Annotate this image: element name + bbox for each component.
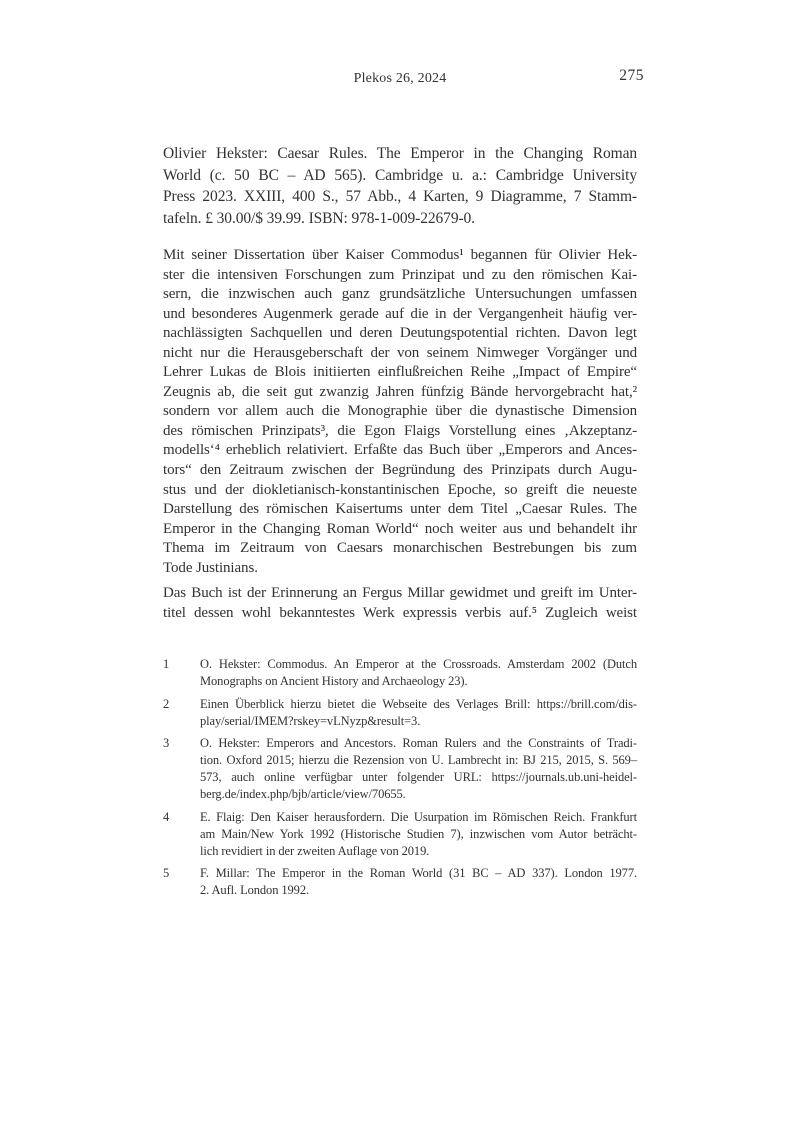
footnotes-block: [163, 656, 637, 905]
footnote-line: F. Millar: The Emperor in the Roman World (31 BC – AD 337). London 1977.: [200, 866, 637, 880]
page-number: 275: [619, 67, 644, 84]
footnote-line: lich revidiert in der zweiten Auflage von 2019.: [200, 843, 430, 858]
footnote-number: 5: [163, 866, 170, 880]
footnote-line: Monographs on Ancient History and Archaeology 23).: [200, 674, 468, 688]
paragraph: [163, 246, 637, 578]
text-line: titel dessen wohl bekanntestes Werk expressis verbis auf.⁵ Zugleich weist: [163, 604, 637, 621]
text-line: Tode Justinians.: [163, 559, 258, 576]
paragraph: [163, 584, 637, 623]
footnote: [163, 809, 637, 860]
title-line: World (c. 50 BC – AD 565). Cambridge u. a.: Cambridge University: [163, 166, 637, 184]
footnote-number: 1: [163, 657, 170, 671]
text-line: und besonderes Augenmerk gerade auf die in der Vergangenheit häufig ver-: [163, 305, 637, 322]
footnote-line: O. Hekster: Emperors and Ancestors. Roman Rulers and the Constraints of Tradi-: [200, 736, 637, 750]
title-line: Olivier Hekster: Caesar Rules. The Emperor in the Changing Roman: [163, 145, 637, 162]
footnote-number: 2: [163, 696, 170, 711]
journal-title: Plekos 26, 2024: [353, 71, 447, 86]
footnote: [163, 735, 637, 803]
text-line: nachlässigten Sachquellen und deren Deutungspotential richten. Davon legt: [163, 325, 637, 342]
footnote-line: 2. Aufl. London 1992.: [200, 883, 310, 897]
footnote: [163, 656, 637, 690]
footnote-line: 573, auch online verfügbar unter folgender URL: https://journals.ub.uni-heidel-: [200, 770, 637, 784]
text-line: des römischen Prinzipats³, die Egon Flaigs Vorstellung eines ‚Akzeptanz-: [163, 422, 637, 439]
text-line: stus und der diokletianisch-konstantinischen Epoche, so greift die neueste: [163, 481, 637, 498]
footnote-line: berg.de/index.php/bjb/article/view/70655.: [200, 787, 406, 801]
footnote-number: 4: [163, 809, 170, 824]
footnote-number: 3: [163, 736, 170, 750]
text-line: sern, die inzwischen auch ganz grundsätzliche Untersuchungen umfassen: [163, 286, 637, 303]
text-line: nicht nur die Herausgeberschaft der von seinem Nimweger Vorgänger und: [163, 344, 637, 361]
footnote-line: O. Hekster: Commodus. An Emperor at the Crossroads. Amsterdam 2002 (Dutch: [200, 657, 637, 671]
text-line: modells‘⁴ erheblich relativiert. Erfaßte das Buch über „Emperors and Ances-: [163, 442, 637, 459]
text-line: tors“ den Zeitraum zwischen der Begründung des Prinzipats durch Augu-: [163, 462, 637, 479]
text-line: Mit seiner Dissertation über Kaiser Commodus¹ begannen für Olivier Hek-: [163, 247, 637, 263]
text-line: sondern vor allem auch die Monographie über die dynastische Dimension: [163, 403, 637, 420]
footnote-line: E. Flaig: Den Kaiser herausfordern. Die Usurpation im Römischen Reich. Frankfurt: [200, 809, 637, 824]
text-line: ster die intensiven Forschungen zum Prinzipat und zu den römischen Kai-: [163, 266, 637, 283]
footnote: [163, 696, 637, 730]
title-block: [163, 143, 637, 229]
footnote-line: am Main/New York 1992 (Historische Studien 7), inzwischen vom Autor beträcht-: [200, 826, 637, 841]
running-header: [163, 67, 644, 91]
title-line: Press 2023. XXIII, 400 S., 57 Abb., 4 Karten, 9 Diagramme, 7 Stamm-: [163, 188, 637, 206]
footnote-line: tion. Oxford 2015; hierzu die Rezension von U. Lambrecht in: BJ 215, 2015, S. 569–: [200, 753, 637, 767]
title-line: tafeln. £ 30.00/$ 39.99. ISBN: 978-1-009-22679-0.: [163, 209, 475, 227]
text-line: Darstellung des römischen Kaisertums unter dem Titel „Caesar Rules. The: [163, 501, 637, 518]
footnote-line: play/serial/IMEM?rskey=vLNyzp&result=3.: [200, 713, 421, 728]
text-line: Lehrer Lukas de Blois initiierten einflußreichen Reihe „Impact of Empire“: [163, 364, 637, 381]
text-line: Emperor in the Changing Roman World“ noch weiter aus und behandelt ihr: [163, 520, 637, 537]
text-line: Thema im Zeitraum von Caesars monarchischen Bestrebungen bis zum: [163, 540, 637, 557]
footnote-line: Einen Überblick hierzu bietet die Webseite des Verlages Brill: https://brill.com/dis-: [200, 696, 637, 711]
text-line: Zeugnis ab, die seit gut zwanzig Jahren fünfzig Bände hervorgebracht hat,²: [163, 383, 637, 400]
text-line: Das Buch ist der Erinnerung an Fergus Millar gewidmet und greift im Unter-: [163, 585, 637, 601]
footnote: [163, 865, 637, 899]
